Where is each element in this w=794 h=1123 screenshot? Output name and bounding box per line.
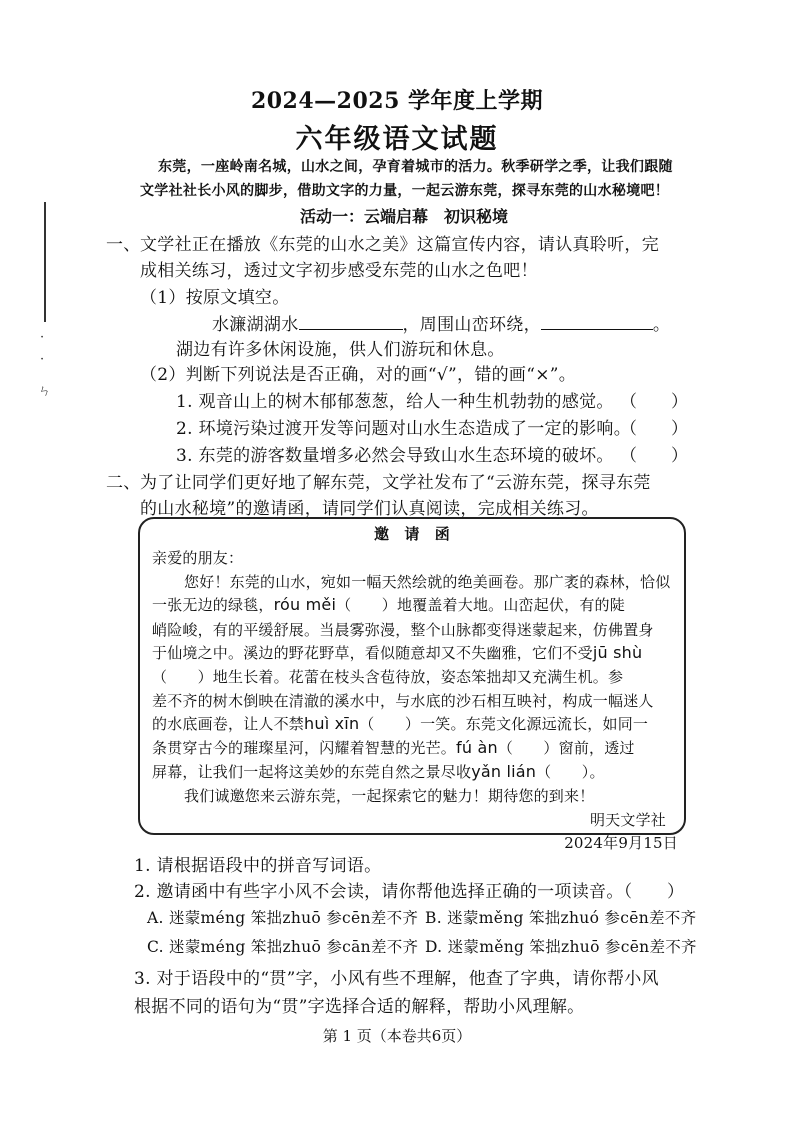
section-1-number: 一、 [106,235,141,255]
fill-text-c: 。 [652,315,671,335]
intro-line-2: 文学社社长小风的脚步，借助文字的力量，一起云游东莞，探寻东莞的山水秘境吧！ [140,183,670,199]
section-1-line-1: 文学社正在播放《东莞的山水之美》这篇宣传内容，请认真聆听，完 [140,235,659,255]
section-2-line-1: 为了让同学们更好地了解东莞，文学社发布了“云游东莞，探寻东莞 [140,473,651,493]
answer-blank-1[interactable] [299,328,403,330]
exam-term: 2024—2025 学年度上学期 [250,88,544,114]
section-1-line-2: 成相关练习，透过文字初步感受东莞的山水之色吧！ [140,261,538,281]
pinyin-prompt: róu měi [273,595,337,614]
letter-line [152,594,625,615]
letter-text: （ ）窗前，透过 [497,739,635,757]
question-2: 2. 邀请函中有些字小风不会读，请你帮他选择正确的一项读音。（ ） [134,882,685,902]
fill-text-b: ，周围山峦环绕， [402,315,541,335]
answer-blank-2[interactable] [541,328,653,330]
option-c[interactable]: C. 迷蒙méng 笨拙zhuō 参cān差不齐 [147,938,419,956]
answer-parens[interactable]: （ ） [620,419,688,439]
answer-parens[interactable]: （ ） [620,446,688,466]
judge-item-3: 3. 东莞的游客数量增多必然会导致山水生态环境的破坏。 [176,446,614,466]
fill-in-line-2: 湖边有许多休闲设施，供人们游玩和休息。 [176,340,505,360]
question-1: 1. 请根据语段中的拼音写词语。 [134,856,382,876]
option-d[interactable]: D. 迷蒙měng 笨拙zhuō 参cēn差不齐 [425,938,697,956]
letter-text: 于仙境之中。溪边的野花野草，看似随意却又不失幽雅，它们不受 [152,644,593,662]
margin-mark: ㄣ [38,384,52,399]
fill-text-a: 水濂湖湖水 [212,315,299,335]
letter-greeting: 亲爱的朋友： [152,549,244,567]
margin-mark: · [40,352,45,367]
letter-text: 一张无边的绿毯， [152,596,274,614]
question-3-line-1: 3. 对于语段中的“贯”字，小风有些不理解，他查了字典，请你帮小风 [134,969,659,989]
activity-title: 活动一：云端启幕 初识秘境 [300,207,509,226]
option-b[interactable]: B. 迷蒙měng 笨拙zhuó 参cēn差不齐 [425,909,697,927]
letter-line [152,642,642,663]
pinyin-prompt: huì xīn [304,714,360,733]
letter-line [152,761,605,782]
letter-line: 您好！东莞的山水，宛如一幅天然绘就的绝美画卷。那广袤的森林，恰似 [184,573,671,591]
letter-line [152,713,648,734]
pinyin-prompt: yǎn lián [471,762,537,781]
section-2-line-2: 的山水秘境”的邀请函，请同学们认真阅读，完成相关练习。 [140,499,599,519]
letter-text: 屏幕，让我们一起将这美妙的东莞自然之景尽收 [152,763,472,781]
letter-text: （ ）。 [536,763,605,781]
fill-in-sentence [212,310,670,335]
letter-text: （ ）地覆盖着大地。山峦起伏，有的陡 [336,596,625,614]
binding-line [44,202,46,322]
judge-item-2: 2. 环境污染过渡开发等问题对山水生态造成了一定的影响。 [176,419,632,439]
pinyin-prompt: fú àn [456,738,498,757]
letter-date: 2024年9月15日 [564,834,678,852]
part-2-label: （2）判断下列说法是否正确，对的画“√”，错的画“×”。 [140,365,577,385]
answer-parens[interactable]: （ ） [620,392,688,412]
page-number: 第 1 页（本卷共6页） [322,1027,472,1045]
letter-signature: 明天文学社 [589,811,666,829]
pinyin-prompt: jū shù [592,643,643,662]
letter-line: 差不齐的树木倒映在清澈的溪水中，与水底的沙石相互映衬，构成一幅迷人 [152,692,654,710]
part-1-label: （1）按原文填空。 [140,288,290,308]
section-2-number: 二、 [106,473,141,493]
letter-text: （ ）一笑。东莞文化源远流长，如同一 [359,715,649,733]
invitation-letter [138,517,686,852]
judge-item-1: 1. 观音山上的树木郁郁葱葱，给人一种生机勃勃的感觉。 [176,392,614,412]
letter-line: 我们诚邀您来云游东莞，一起探索它的魅力！期待您的到来！ [184,787,595,805]
letter-line: 峭险峻，有的平缓舒展。当晨雾弥漫，整个山脉都变得迷蒙起来，仿佛置身 [152,621,654,639]
letter-text: 的水底画卷，让人不禁 [152,715,305,733]
page-title: 六年级语文试题 [295,124,499,155]
letter-line [152,737,635,758]
intro-line-1: 东莞，一座岭南名城，山水之间，孕育着城市的活力。秋季研学之季，让我们跟随 [158,159,673,175]
letter-text: 条贯穿古今的璀璨星河，闪耀着智慧的光芒。 [152,739,457,757]
question-3-line-2: 根据不同的语句为“贯”字选择合适的解释，帮助小风理解。 [134,997,585,1017]
option-a[interactable]: A. 迷蒙méng 笨拙zhuō 参cēn差不齐 [147,909,419,927]
letter-title: 邀 请 函 [373,525,450,543]
letter-line: （ ）地生长着。花蕾在枝头含苞待放，姿态笨拙却又充满生机。参 [152,668,624,686]
margin-mark: · [40,330,45,345]
